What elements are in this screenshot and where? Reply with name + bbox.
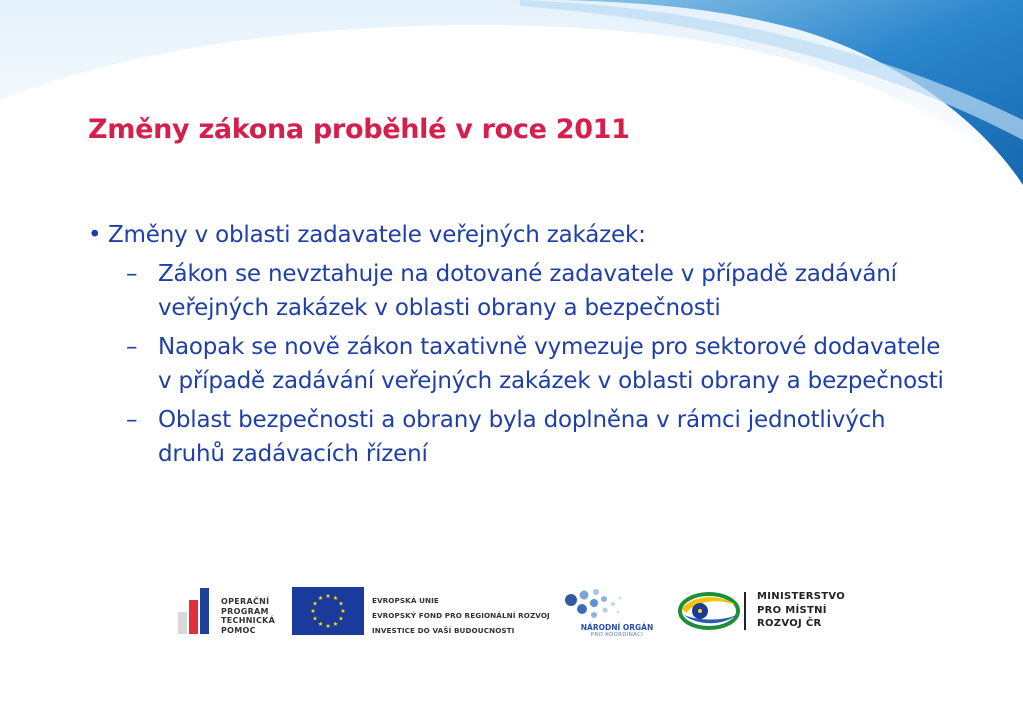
optp-line: PROGRAM [221, 606, 269, 616]
optp-logo-text [221, 597, 275, 635]
optp-line: TECHNICKÁ [221, 616, 276, 625]
mmr-line: MINISTERSTVO [757, 591, 846, 602]
nok-dots-icon [560, 586, 630, 624]
mmr-line: ROZVOJ ČR [757, 618, 822, 629]
eu-logo-text [372, 596, 550, 641]
bullet-text: Změny v oblasti zadavatele veřejných zakázek: [108, 222, 646, 248]
optp-line: POMOC [221, 625, 256, 635]
nok-line-2: PRO KOORDINACI [590, 632, 644, 638]
sub-item-text: Zákon se nevztahuje na dotované zadavatele v případě zadávání veřejných zakázek v oblasti obrany a bezpečnosti [158, 261, 897, 321]
optp-logo-bars [176, 586, 218, 636]
mmr-line: PRO MÍSTNÍ [757, 604, 827, 616]
optp-line: OPERAČNÍ [221, 597, 270, 606]
eu-flag-icon [292, 587, 364, 635]
sub-item-text: Oblast bezpečnosti a obrany byla doplněna v rámci jednotlivých druhů zadávacích řízení [158, 407, 886, 467]
nok-logo-text [572, 623, 662, 638]
mmr-emblem-icon [678, 591, 740, 631]
mmr-divider [744, 592, 746, 630]
slide-title: Změny zákona proběhlé v roce 2011 [88, 114, 630, 145]
eu-line: EVROPSKÝ FOND PRO REGIONÁLNÍ ROZVOJ [372, 611, 550, 620]
sub-item-text: Naopak se nově zákon taxativně vymezuje pro sektorové dodavatele v případě zadávání veřejných zakázek v oblasti obrany a bezpečnosti [158, 334, 944, 394]
eu-line: INVESTICE DO VAŠÍ BUDOUCNOSTI [372, 626, 515, 635]
dash-marker: – [126, 334, 138, 360]
mmr-logo-text [757, 590, 845, 631]
eu-line: EVROPSKÁ UNIE [372, 596, 439, 605]
bullet-dot: • [88, 222, 102, 248]
dash-marker: – [126, 407, 138, 433]
dash-marker: – [126, 261, 138, 287]
nok-line-1: NÁRODNÍ ORGÁN [580, 623, 654, 632]
